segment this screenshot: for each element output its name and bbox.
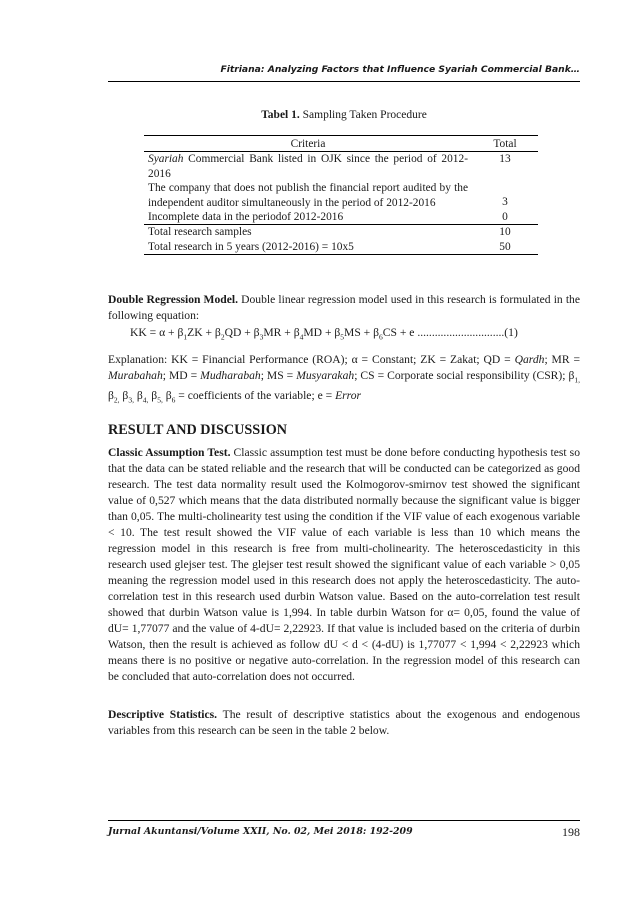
criteria-cell: Total research samples bbox=[144, 225, 472, 240]
header-rule bbox=[108, 81, 580, 82]
running-head: Fitriana: Analyzing Factors that Influence Syariah Commercial Bank… bbox=[220, 64, 580, 75]
descriptive-text: The result of descriptive statistics about the exogenous and endogenous variables from this research can be seen in the table 2 below. bbox=[108, 708, 581, 737]
descriptive-paragraph bbox=[108, 707, 580, 739]
explanation-paragraph: Explanation: KK = Financial Performance (ROA); α = Constant; ZK = Zakat; QD = Qardh; MR = Murabahah; MD = Mudharabah; MS = Musyarakah; CS = Corporate social responsibility (CSR); $\beta_{1,}$ $\beta_{2,}$ $\beta_{3,}$ $\beta_{4,}$ $\beta_{5,}$ $\beta_6$ = coefficients of the variable; e = Error bbox=[108, 353, 580, 405]
regression-heading: Double Regression Model. bbox=[108, 293, 239, 306]
criteria-cell: Incomplete data in the periodof 2012-2016 bbox=[148, 211, 344, 224]
sampling-table bbox=[144, 135, 538, 255]
descriptive-heading: Descriptive Statistics. bbox=[108, 708, 218, 721]
regression-equation bbox=[130, 326, 580, 341]
classic-assumption-paragraph bbox=[108, 445, 580, 685]
column-header-criteria: Criteria bbox=[144, 136, 472, 152]
section-heading: RESULT AND DISCUSSION bbox=[108, 422, 287, 438]
table-row bbox=[144, 225, 538, 240]
equation-text: KK = $\alpha + \beta_1ZK + \beta_2QD + \beta_3MR + \beta_4MD + \beta_5MS + \beta_6CS + e$ ..............................(1) bbox=[130, 326, 518, 342]
table-row bbox=[144, 152, 538, 181]
regression-text: Double linear regression model used in this research is formulated in the following equation: bbox=[108, 293, 580, 322]
criteria-text: Commercial Bank listed in OJK since the period of 2012-2016 bbox=[148, 153, 468, 180]
table-row bbox=[144, 181, 538, 210]
total-cell: 50 bbox=[472, 240, 538, 255]
classic-text: Classic assumption test must be done before conducting hypothesis test so that the data can be stated reliable and the research that will be conducted can be categorized as good research. The test data normality result used the Kolmogorov-smirnov test showed the significant value of 0,527 which means that the data distributed normally because the significant value is bigger than 0,05. The multi-cholinearity test using the condition if the VIF value of each exogenous variable < 10. The test result showed the VIF value of each variable is less than 10 which means the regression model in this research is free from multi-cholinearity. The heteroscedasticity in this research used glejser test. The glejser test result showed the significant value of each variable > 0,05 meaning the regression model used in this research does not apply the heteroscedasticity. The auto-correlation test in this research used durbin Watson value. Based on the auto-correlation test result showed that durbin Watson value is 1,994. In table durbin Watson for α= 0,05, found the value of dU= 1,77077 and the value of 4-dU= 2,22923. If that value is included based on the criteria of durbin Watson, then the result is achieved as follow dU < d < (4-dU) is 1,77077 < 1,994 < 2,22923 which means there is no positive or negative auto-correlation. In the regression model of this research can be concluded that auto-correlation does not occurred. bbox=[108, 446, 580, 683]
table-row bbox=[144, 240, 538, 255]
criteria-cell: The company that does not publish the financial report audited by the independent auditor simultaneously in the period of 2012-2016 bbox=[148, 182, 468, 209]
total-cell: 0 bbox=[502, 211, 508, 224]
criteria-cell: Total research in 5 years (2012-2016) = 10x5 bbox=[144, 240, 472, 255]
footer-rule bbox=[108, 820, 580, 821]
total-cell: 10 bbox=[472, 225, 538, 240]
classic-heading: Classic Assumption Test. bbox=[108, 446, 231, 459]
criteria-italic: Syariah bbox=[148, 153, 184, 166]
table-caption-text: Sampling Taken Procedure bbox=[299, 109, 427, 121]
regression-paragraph bbox=[108, 292, 580, 324]
footer-journal: Jurnal Akuntansi/Volume XXII, No. 02, Mei 2018: 192-209 bbox=[108, 826, 413, 837]
table-row bbox=[144, 210, 538, 225]
page-number: 198 bbox=[562, 825, 580, 839]
table-caption bbox=[108, 109, 580, 121]
total-cell: 3 bbox=[502, 196, 508, 209]
column-header-total: Total bbox=[472, 136, 538, 152]
total-cell: 13 bbox=[499, 153, 511, 166]
criteria-cell bbox=[144, 152, 472, 181]
table-caption-label: Tabel 1. bbox=[261, 109, 300, 121]
table-header-row bbox=[144, 136, 538, 152]
